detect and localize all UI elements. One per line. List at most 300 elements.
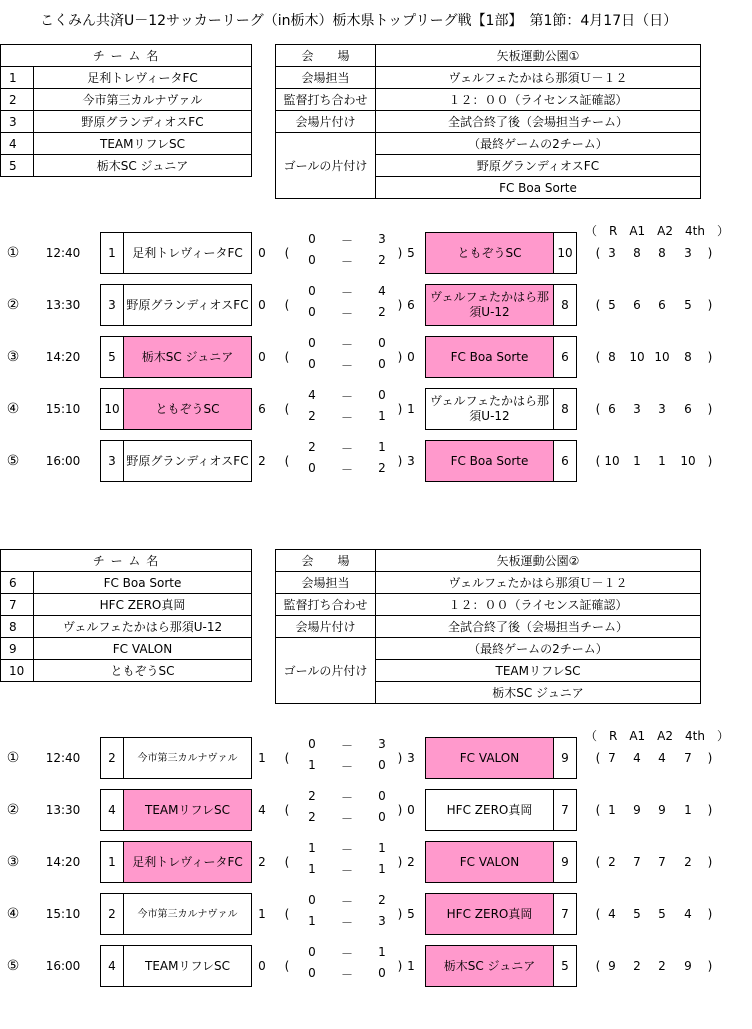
stat-4th: 3: [684, 246, 692, 260]
team-row: [1, 638, 252, 660]
stat-r: 8: [608, 350, 616, 364]
team-row: [1, 67, 252, 89]
second-half-score: [302, 305, 392, 326]
home-score: 0: [258, 959, 266, 973]
home-team-number: 4: [101, 946, 124, 986]
stats-open-paren: (: [595, 803, 601, 817]
cleanup-label: 会場片付け: [276, 616, 376, 638]
away-score: 3: [407, 454, 415, 468]
home-team-box: [100, 284, 252, 326]
second-half-score: [302, 461, 392, 482]
home-team-box: [100, 893, 252, 935]
second-half-score: [302, 357, 392, 378]
stat-a1: 7: [633, 855, 641, 869]
teams-header: チ ー ム 名: [1, 45, 252, 67]
match-row: [0, 893, 752, 935]
team-name: FC VALON: [34, 638, 252, 660]
open-paren: (: [284, 298, 290, 312]
score-dash: －: [340, 739, 353, 753]
away-team-box: [425, 737, 577, 779]
second-half-away: 0: [378, 758, 386, 772]
score-dash: －: [340, 286, 353, 300]
stats-open-paren: (: [595, 959, 601, 973]
team-number: 5: [1, 155, 34, 177]
home-team-number: 1: [101, 842, 124, 882]
venue-name: 矢板運動公園②: [376, 550, 701, 572]
team-name: ヴェルフェたかはら那須U-12: [34, 616, 252, 638]
match-time: 13:30: [45, 803, 81, 817]
match-time: 12:40: [45, 751, 81, 765]
stats-open-paren: (: [595, 454, 601, 468]
first-half-away: 3: [378, 737, 386, 751]
team-name: 野原グランディオスFC: [34, 111, 252, 133]
home-team-name: 足利トレヴィータFC: [132, 245, 243, 260]
score-dash: －: [340, 791, 353, 805]
team-number: 2: [1, 89, 34, 111]
away-score: 0: [407, 803, 415, 817]
score-dash: －: [340, 359, 353, 373]
home-team-box: [100, 388, 252, 430]
stat-4th: 7: [684, 751, 692, 765]
stat-a2: 5: [658, 907, 666, 921]
stats-close-paren: ): [707, 855, 713, 869]
first-half-score: [302, 789, 392, 810]
team-row: [1, 572, 252, 594]
team-name: 栃木SC ジュニア: [34, 155, 252, 177]
team-number: 4: [1, 133, 34, 155]
stats-column-header: （ R A1 A2 4th ）: [585, 729, 729, 743]
stats-close-paren: ): [707, 402, 713, 416]
match-time: 16:00: [45, 959, 81, 973]
home-score: 1: [258, 907, 266, 921]
match-index: ②: [6, 297, 20, 313]
close-paren: ): [397, 907, 403, 921]
teams-table: [0, 549, 252, 682]
home-team-box: [100, 336, 252, 378]
away-team-name: FC VALON: [426, 738, 553, 778]
first-half-home: 0: [308, 945, 316, 959]
meeting-value: １２：００（ライセンス証確認）: [376, 594, 701, 616]
second-half-score: [302, 758, 392, 779]
stats-close-paren: ): [707, 350, 713, 364]
away-score: 2: [407, 855, 415, 869]
score-dash: －: [340, 338, 353, 352]
host-label: 会場担当: [276, 67, 376, 89]
match-row: [0, 284, 752, 326]
away-team-box: [425, 945, 577, 987]
first-half-home: 2: [308, 440, 316, 454]
team-number: 3: [1, 111, 34, 133]
home-team-box: [100, 841, 252, 883]
away-team-name: HFC ZERO真岡: [446, 802, 533, 817]
match-row: [0, 440, 752, 482]
team-number: 6: [1, 572, 34, 594]
host-value: ヴェルフェたかはら那須Ｕ－１２: [376, 572, 701, 594]
away-team-name: ともぞうSC: [426, 233, 553, 273]
away-score: 5: [407, 246, 415, 260]
stat-r: 5: [608, 298, 616, 312]
away-team-number: 9: [553, 842, 576, 882]
home-team-number: 2: [101, 894, 124, 934]
stat-4th: 1: [684, 803, 692, 817]
goal-team-1: 野原グランディオスFC: [376, 155, 701, 177]
first-half-home: 0: [308, 284, 316, 298]
home-team-number: 10: [101, 389, 124, 429]
match-index: ①: [6, 750, 20, 766]
cleanup-value: 全試合終了後（会場担当チーム）: [376, 616, 701, 638]
close-paren: ): [397, 454, 403, 468]
away-team-number: 6: [553, 441, 576, 481]
close-paren: ): [397, 350, 403, 364]
stats-close-paren: ): [707, 454, 713, 468]
away-team-name: ヴェルフェたかはら那須U-12: [430, 394, 549, 423]
match-row: [0, 841, 752, 883]
stats-close-paren: ): [707, 803, 713, 817]
away-team-name: HFC ZERO真岡: [426, 894, 553, 934]
match-index: ①: [6, 245, 20, 261]
second-half-away: 0: [378, 810, 386, 824]
stat-a2: 7: [658, 855, 666, 869]
match-row: [0, 737, 752, 779]
stat-4th: 8: [684, 350, 692, 364]
home-score: 0: [258, 350, 266, 364]
team-name: FC Boa Sorte: [34, 572, 252, 594]
goal-team-2: 栃木SC ジュニア: [376, 682, 701, 704]
away-team-number: 8: [553, 389, 576, 429]
meeting-label: 監督打ち合わせ: [276, 594, 376, 616]
first-half-away: 0: [378, 336, 386, 350]
away-team-box: [425, 440, 577, 482]
second-half-away: 1: [378, 862, 386, 876]
match-time: 14:20: [45, 350, 81, 364]
match-row: [0, 232, 752, 274]
home-team-number: 4: [101, 790, 124, 830]
team-row: [1, 111, 252, 133]
venue-name: 矢板運動公園①: [376, 45, 701, 67]
second-half-away: 3: [378, 914, 386, 928]
open-paren: (: [284, 751, 290, 765]
home-team-name: TEAMリフレSC: [145, 958, 230, 973]
score-dash: －: [340, 947, 353, 961]
score-dash: －: [340, 812, 353, 826]
open-paren: (: [284, 454, 290, 468]
second-half-home: 0: [308, 357, 316, 371]
home-team-name: 今市第三カルナヴァル: [137, 752, 238, 764]
second-half-away: 2: [378, 253, 386, 267]
match-time: 12:40: [45, 246, 81, 260]
match-time: 15:10: [45, 907, 81, 921]
second-half-home: 0: [308, 966, 316, 980]
home-score: 2: [258, 454, 266, 468]
match-index: ⑤: [6, 453, 20, 469]
close-paren: ): [397, 803, 403, 817]
home-team-name: 足利トレヴィータFC: [124, 842, 251, 882]
match-index: ②: [6, 802, 20, 818]
first-half-score: [302, 841, 392, 862]
cleanup-label: 会場片付け: [276, 111, 376, 133]
score-dash: －: [340, 968, 353, 982]
away-team-name: 栃木SC ジュニア: [426, 946, 553, 986]
stat-4th: 4: [684, 907, 692, 921]
goal-label: ゴールの片付け: [276, 638, 376, 704]
first-half-home: 4: [308, 388, 316, 402]
second-half-home: 0: [308, 305, 316, 319]
home-team-number: 1: [101, 233, 124, 273]
first-half-score: [302, 440, 392, 461]
first-half-score: [302, 388, 392, 409]
away-team-box: [425, 388, 577, 430]
team-number: 1: [1, 67, 34, 89]
second-half-away: 0: [378, 966, 386, 980]
score-dash: －: [340, 916, 353, 930]
home-score: 4: [258, 803, 266, 817]
goal-label: ゴールの片付け: [276, 133, 376, 199]
stat-a2: 9: [658, 803, 666, 817]
team-number: 9: [1, 638, 34, 660]
stats-open-paren: (: [595, 246, 601, 260]
team-number: 8: [1, 616, 34, 638]
first-half-home: 0: [308, 232, 316, 246]
stats-open-paren: (: [595, 350, 601, 364]
meeting-value: １２：００（ライセンス証確認）: [376, 89, 701, 111]
second-half-home: 1: [308, 914, 316, 928]
stat-a1: 1: [633, 454, 641, 468]
second-half-score: [302, 966, 392, 987]
match-index: ④: [6, 401, 20, 417]
stat-a1: 2: [633, 959, 641, 973]
first-half-score: [302, 893, 392, 914]
second-half-away: 1: [378, 409, 386, 423]
away-team-box: [425, 893, 577, 935]
home-score: 0: [258, 298, 266, 312]
first-half-away: 2: [378, 893, 386, 907]
match-row: [0, 336, 752, 378]
stat-4th: 9: [684, 959, 692, 973]
stat-a2: 6: [658, 298, 666, 312]
stats-open-paren: (: [595, 751, 601, 765]
stats-close-paren: ): [707, 751, 713, 765]
meeting-label: 監督打ち合わせ: [276, 89, 376, 111]
away-team-number: 7: [553, 894, 576, 934]
score-dash: －: [340, 864, 353, 878]
close-paren: ): [397, 855, 403, 869]
first-half-home: 0: [308, 893, 316, 907]
second-half-home: 1: [308, 758, 316, 772]
away-team-box: [425, 789, 577, 831]
stats-open-paren: (: [595, 855, 601, 869]
second-half-home: 0: [308, 253, 316, 267]
match-index: ⑤: [6, 958, 20, 974]
stats-open-paren: (: [595, 298, 601, 312]
stat-a2: 3: [658, 402, 666, 416]
stat-a2: 1: [658, 454, 666, 468]
first-half-score: [302, 737, 392, 758]
close-paren: ): [397, 959, 403, 973]
match-time: 15:10: [45, 402, 81, 416]
home-team-box: [100, 945, 252, 987]
away-team-number: 7: [553, 790, 576, 830]
match-time: 16:00: [45, 454, 81, 468]
stat-4th: 5: [684, 298, 692, 312]
stat-r: 6: [608, 402, 616, 416]
stat-r: 2: [608, 855, 616, 869]
stats-open-paren: (: [595, 907, 601, 921]
team-name: ともぞうSC: [34, 660, 252, 682]
team-row: [1, 594, 252, 616]
open-paren: (: [284, 855, 290, 869]
team-row: [1, 660, 252, 682]
first-half-away: 0: [378, 789, 386, 803]
stats-column-header: （ R A1 A2 4th ）: [585, 224, 729, 238]
home-team-name: TEAMリフレSC: [124, 790, 251, 830]
host-label: 会場担当: [276, 572, 376, 594]
stats-close-paren: ): [707, 959, 713, 973]
first-half-away: 0: [378, 388, 386, 402]
home-score: 0: [258, 246, 266, 260]
first-half-away: 3: [378, 232, 386, 246]
team-name: 足利トレヴィータFC: [34, 67, 252, 89]
stat-a1: 10: [629, 350, 645, 364]
match-row: [0, 789, 752, 831]
stat-4th: 2: [684, 855, 692, 869]
second-half-away: 0: [378, 357, 386, 371]
away-team-number: 9: [553, 738, 576, 778]
home-team-number: 3: [101, 441, 124, 481]
stats-open-paren: (: [595, 402, 601, 416]
first-half-score: [302, 945, 392, 966]
stats-close-paren: ): [707, 907, 713, 921]
goal-note: （最終ゲームの2チーム）: [376, 133, 701, 155]
open-paren: (: [284, 402, 290, 416]
home-team-name: 野原グランディオスFC: [126, 297, 249, 312]
score-dash: －: [340, 234, 353, 248]
away-score: 0: [407, 350, 415, 364]
team-number: 7: [1, 594, 34, 616]
second-half-home: 2: [308, 409, 316, 423]
home-team-name: 栃木SC ジュニア: [124, 337, 251, 377]
away-team-box: [425, 336, 577, 378]
away-team-name: FC Boa Sorte: [426, 337, 553, 377]
first-half-away: 1: [378, 440, 386, 454]
open-paren: (: [284, 350, 290, 364]
score-dash: －: [340, 463, 353, 477]
second-half-home: 2: [308, 810, 316, 824]
second-half-score: [302, 862, 392, 883]
close-paren: ): [397, 751, 403, 765]
home-team-box: [100, 789, 252, 831]
venue-section-2: [0, 549, 752, 1029]
goal-team-1: TEAMリフレSC: [376, 660, 701, 682]
second-half-home: 1: [308, 862, 316, 876]
second-half-score: [302, 409, 392, 430]
goal-team-2: FC Boa Sorte: [376, 177, 701, 199]
home-score: 1: [258, 751, 266, 765]
away-score: 5: [407, 907, 415, 921]
home-score: 6: [258, 402, 266, 416]
score-dash: －: [340, 442, 353, 456]
team-row: [1, 616, 252, 638]
venue-section-1: [0, 44, 752, 524]
stat-4th: 10: [680, 454, 696, 468]
stats-close-paren: ): [707, 246, 713, 260]
second-half-score: [302, 914, 392, 935]
close-paren: ): [397, 298, 403, 312]
stat-a1: 4: [633, 751, 641, 765]
team-number: 10: [1, 660, 34, 682]
stat-r: 3: [608, 246, 616, 260]
first-half-away: 1: [378, 841, 386, 855]
first-half-home: 2: [308, 789, 316, 803]
away-score: 3: [407, 751, 415, 765]
host-value: ヴェルフェたかはら那須Ｕ－１２: [376, 67, 701, 89]
away-score: 1: [407, 402, 415, 416]
second-half-score: [302, 810, 392, 831]
match-index: ④: [6, 906, 20, 922]
match-index: ③: [6, 854, 20, 870]
home-team-number: 2: [101, 738, 124, 778]
score-dash: －: [340, 307, 353, 321]
goal-note: （最終ゲームの2チーム）: [376, 638, 701, 660]
stat-a1: 8: [633, 246, 641, 260]
score-dash: －: [340, 760, 353, 774]
away-team-name: FC VALON: [426, 842, 553, 882]
open-paren: (: [284, 246, 290, 260]
stat-a2: 2: [658, 959, 666, 973]
stat-4th: 6: [684, 402, 692, 416]
score-dash: －: [340, 255, 353, 269]
home-team-box: [100, 737, 252, 779]
stat-a1: 5: [633, 907, 641, 921]
team-name: 今市第三カルナヴァル: [34, 89, 252, 111]
home-team-box: [100, 440, 252, 482]
venue-label: 会 場: [276, 550, 376, 572]
away-team-box: [425, 284, 577, 326]
away-score: 6: [407, 298, 415, 312]
venue-label: 会 場: [276, 45, 376, 67]
first-half-home: 0: [308, 737, 316, 751]
team-row: [1, 133, 252, 155]
open-paren: (: [284, 803, 290, 817]
stat-r: 4: [608, 907, 616, 921]
match-time: 14:20: [45, 855, 81, 869]
team-name: HFC ZERO真岡: [34, 594, 252, 616]
stat-r: 7: [608, 751, 616, 765]
team-row: [1, 89, 252, 111]
open-paren: (: [284, 907, 290, 921]
home-score: 2: [258, 855, 266, 869]
stat-a2: 8: [658, 246, 666, 260]
teams-header: チ ー ム 名: [1, 550, 252, 572]
home-team-number: 5: [101, 337, 124, 377]
away-score: 1: [407, 959, 415, 973]
stat-a2: 10: [654, 350, 670, 364]
home-team-name: 今市第三カルナヴァル: [137, 908, 238, 920]
away-team-box: [425, 232, 577, 274]
open-paren: (: [284, 959, 290, 973]
away-team-number: 6: [553, 337, 576, 377]
venue-table: [275, 549, 701, 704]
away-team-number: 10: [553, 233, 576, 273]
venue-table: [275, 44, 701, 199]
close-paren: ): [397, 246, 403, 260]
first-half-score: [302, 232, 392, 253]
home-team-name: 野原グランディオスFC: [126, 453, 249, 468]
first-half-away: 4: [378, 284, 386, 298]
score-dash: －: [340, 895, 353, 909]
stat-a1: 9: [633, 803, 641, 817]
away-team-box: [425, 841, 577, 883]
first-half-home: 0: [308, 336, 316, 350]
